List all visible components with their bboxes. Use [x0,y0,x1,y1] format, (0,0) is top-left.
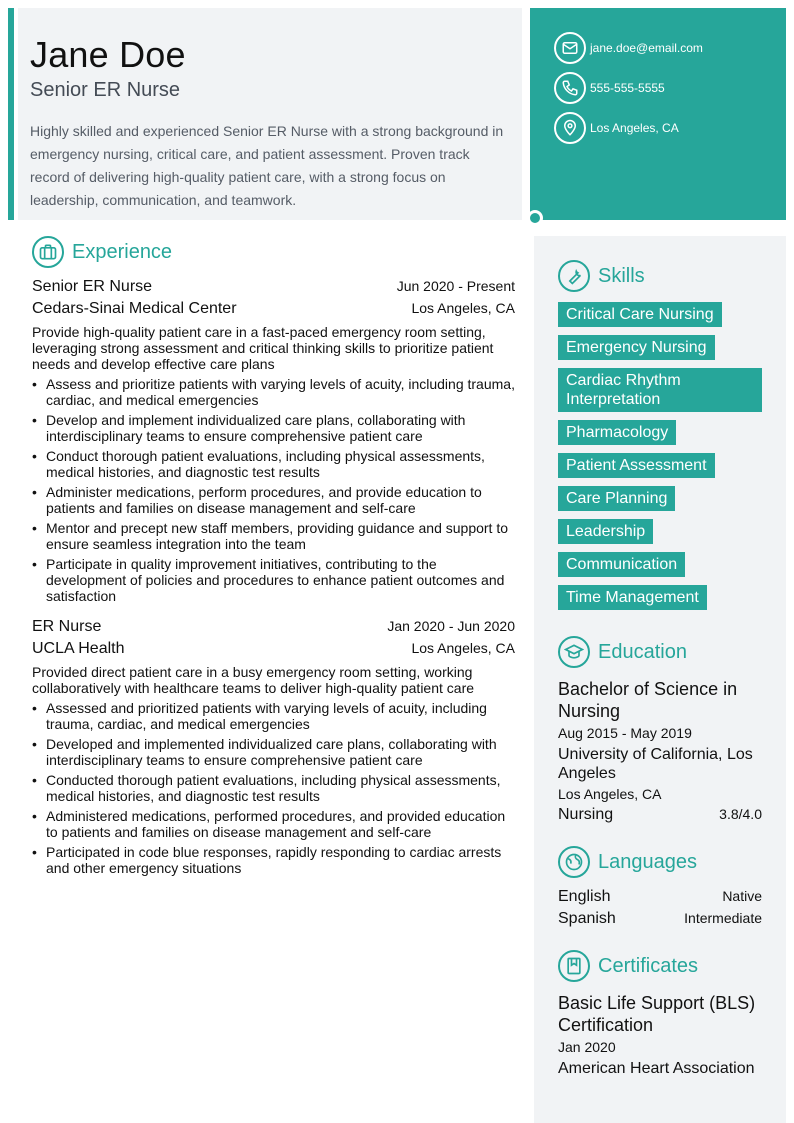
school: University of California, Los Angeles [558,746,753,782]
certificate-name: Basic Life Support (BLS) Certification [558,993,756,1035]
sidebar [534,236,786,1123]
list-item: • Administered medications, performed procedures, and provided education to patients and families on disease management and self-care [32,808,515,840]
list-item: • Assessed and prioritized patients with varying levels of acuity, including trauma, cardiac, and medical emergencies [32,700,515,732]
list-item: • Participated in code blue responses, rapidly responding to cardiac arrests and other emergency situations [32,844,515,876]
briefcase-icon [32,236,64,268]
experience-header [32,236,515,268]
skill-tag: Critical Care Nursing [558,302,722,327]
phone-icon [554,72,586,104]
skills-header [558,260,762,292]
skill-tag: Pharmacology [558,420,676,445]
skill-tag: Emergency Nursing [558,335,715,360]
candidate-role: Senior ER Nurse [30,78,181,101]
job-description: Provided direct patient care in a busy emergency room setting, working collaboratively with healthcare teams to deliver high-quality patient care [32,664,475,696]
languages-title: Languages [598,850,697,873]
skill-tag: Time Management [558,585,707,610]
experience-title: Experience [72,240,173,263]
language-level: Intermediate [684,910,762,926]
certificate-issuer: American Heart Association [558,1060,755,1077]
education-location: Los Angeles, CA [558,786,662,802]
skills-title: Skills [598,264,645,287]
education-field: Nursing [558,806,614,823]
wrench-icon [558,260,590,292]
job-bullets [32,376,515,604]
list-item: • Assess and prioritize patients with varying levels of acuity, including trauma, cardiac, and medical emergencies [32,376,515,408]
list-item: • Developed and implemented individualized care plans, collaborating with interdisciplinary teams to ensure comprehensive patient care [32,736,515,768]
job-bullets [32,700,515,876]
list-item: • Administer medications, perform procedures, and provide education to patients and families on disease management and self-care [32,484,515,516]
list-item: • Participate in quality improvement initiatives, contributing to the development of policies and procedures to enhance patient outcomes and satisfaction [32,556,515,604]
graduation-cap-icon [558,636,590,668]
education-dates: Aug 2015 - May 2019 [558,725,692,741]
job-entry [32,278,515,604]
email-text: jane.doe@email.com [590,41,703,55]
language-name: Spanish [558,910,616,927]
phone-text: 555-555-5555 [590,81,665,95]
accent-bar [8,8,14,220]
contact-location [554,112,786,144]
job-dates: Jan 2020 - Jun 2020 [387,618,515,634]
location-text: Los Angeles, CA [590,121,679,135]
main-column [32,236,515,880]
job-title: Senior ER Nurse [32,278,153,295]
certificate-icon [558,950,590,982]
job-entry [32,618,515,876]
education-title: Education [598,640,687,663]
job-location: Los Angeles, CA [411,640,515,656]
job-title: ER Nurse [32,618,102,635]
job-company: Cedars-Sinai Medical Center [32,300,237,317]
degree: Bachelor of Science in Nursing [558,679,738,721]
header [18,8,522,220]
globe-icon [558,846,590,878]
list-item: • Conduct thorough patient evaluations, including physical assessments, medical histories, and diagnostic test results [32,448,515,480]
skill-tag: Cardiac Rhythm Interpretation [558,368,762,412]
skill-tag: Leadership [558,519,653,544]
job-company: UCLA Health [32,640,125,657]
list-item: • Conducted thorough patient evaluations, including physical assessments, medical histories, and diagnostic test results [32,772,515,804]
contact-email[interactable] [554,32,786,64]
language-name: English [558,888,611,905]
list-item: • Mentor and precept new staff members, providing guidance and support to ensure seamless integration into the team [32,520,515,552]
certificates-header [558,950,762,982]
skill-tag: Care Planning [558,486,675,511]
certificate-date: Jan 2020 [558,1039,616,1055]
skill-tag: Communication [558,552,685,577]
mail-icon [554,32,586,64]
summary: Highly skilled and experienced Senior ER Nurse with a strong background in emergency nursing, critical care, and patient assessment. Proven track record of delivering high-quality patient care, with a strong focus on leadership, communication, and teamwork. [30,122,504,208]
skill-tag: Patient Assessment [558,453,715,478]
list-item: • Develop and implement individualized care plans, collaborating with interdisciplinary teams to ensure comprehensive patient care [32,412,515,444]
location-pin-icon [554,112,586,144]
contact-phone[interactable] [554,72,786,104]
gpa: 3.8/4.0 [719,806,762,822]
certificates-title: Certificates [598,954,699,977]
education-header [558,636,762,668]
candidate-name: Jane Doe [30,34,186,75]
job-location: Los Angeles, CA [411,300,515,316]
contact-panel [530,8,786,220]
language-level: Native [722,888,762,904]
job-dates: Jun 2020 - Present [396,278,515,294]
job-description: Provide high-quality patient care in a fast-paced emergency room setting, leveraging strong assessment and critical thinking skills to prioritize patient needs and develop effective care plans [32,324,494,372]
skills-list [558,302,762,618]
languages-header [558,846,762,878]
timeline-dot [527,210,543,226]
